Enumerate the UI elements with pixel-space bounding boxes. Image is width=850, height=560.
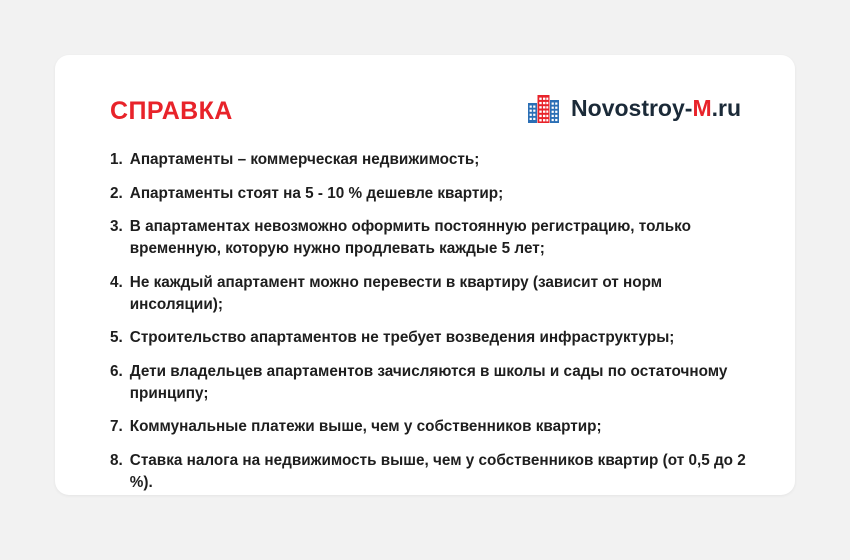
list-item-number: 2. (110, 184, 123, 202)
list-item-number: 6. (110, 363, 123, 381)
list-item (110, 272, 755, 315)
list-item-number: 8. (110, 452, 123, 470)
list-item-number: 7. (110, 418, 123, 436)
list-item-text: В апартаментах невозможно оформить постоянную регистрацию, только временную, которую нужно продлевать каждые 5 лет; (129, 218, 691, 258)
list-item (110, 416, 755, 438)
list-item-text: Строительство апартаментов не требует возведения инфраструктуры; (129, 329, 675, 347)
brand-name (571, 95, 741, 122)
list-item-text: Апартаменты – коммерческая недвижимость; (129, 151, 480, 168)
list-item-number: 4. (110, 273, 123, 291)
list-item (110, 216, 755, 259)
list-item-number: 3. (110, 218, 123, 236)
card-header (110, 91, 755, 149)
info-card (55, 55, 795, 495)
list-item-text: Ставка налога на недвижимость выше, чем у собственников квартир (от 0,5 до 2 %). (129, 452, 746, 491)
list-item-number: 1. (110, 151, 123, 168)
list-item-number: 5. (110, 329, 123, 347)
brand-name-main: Novostroy- (571, 94, 693, 121)
building-icon (527, 91, 561, 125)
list-item (110, 183, 755, 205)
list-item (110, 149, 755, 171)
list-item-text: Не каждый апартамент можно перевести в квартиру (зависит от норм инсоляции); (129, 273, 663, 313)
list-item (110, 450, 755, 493)
facts-list (110, 149, 755, 494)
brand-name-suffix: .ru (711, 94, 741, 121)
list-item-text: Апартаменты стоят на 5 - 10 % дешевле квартир; (129, 184, 504, 202)
list-item (110, 361, 755, 404)
list-item-text: Коммунальные платежи выше, чем у собственников квартир; (129, 418, 602, 436)
list-item (110, 327, 755, 349)
brand-name-accent: M (692, 94, 712, 121)
list-item-text: Дети владельцев апартаментов зачисляются в школы и сады по остаточному принципу; (129, 363, 728, 402)
card-content (110, 91, 755, 491)
page-title: СПРАВКА (110, 97, 233, 125)
brand-logo-block[interactable] (527, 91, 741, 125)
